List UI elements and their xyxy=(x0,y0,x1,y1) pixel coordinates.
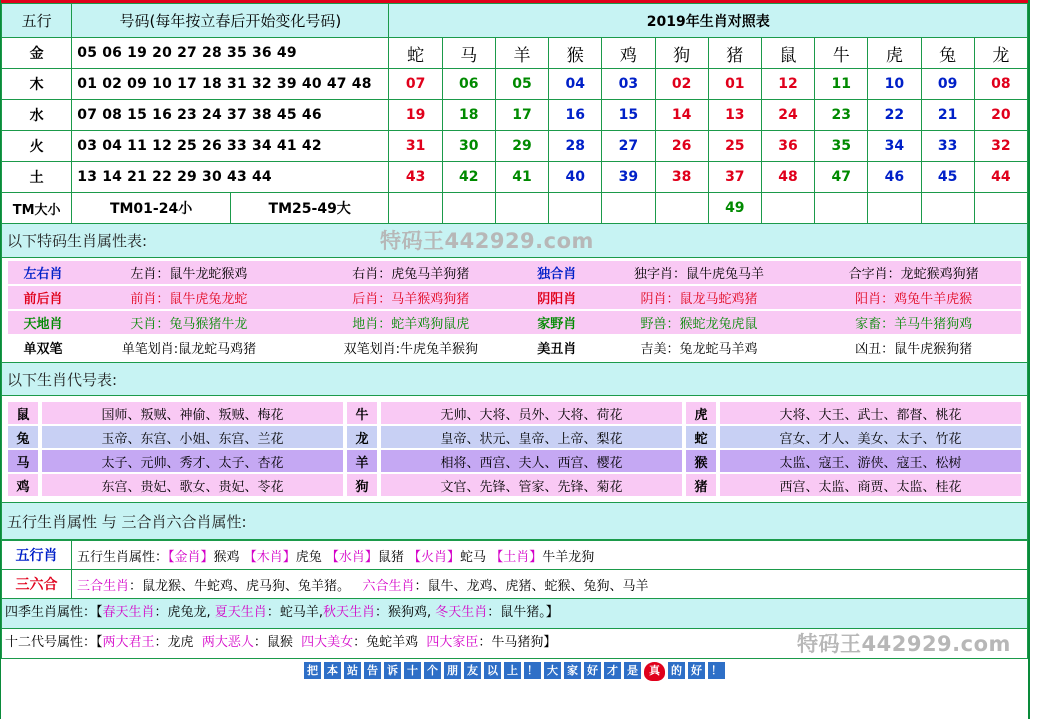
wuxing-val: 牛羊龙狗 xyxy=(542,549,595,565)
number-cell: 25 xyxy=(708,131,761,162)
tm-small: TM01-24小 xyxy=(72,193,231,224)
zodiac-header: 马 xyxy=(442,38,495,69)
attr-value: 合字肖：龙蛇猴鸡狗猪 xyxy=(848,267,979,282)
code-key: 鸡 xyxy=(8,474,38,496)
tm-label: TM大小 xyxy=(2,193,72,224)
season-line xyxy=(1,599,1028,629)
code-value: 玉帝、东宫、小姐、东宫、兰花 xyxy=(42,426,343,448)
number-cell: 45 xyxy=(921,162,974,193)
number-cell: 43 xyxy=(389,162,442,193)
code-value: 大将、大王、武士、都督、桃花 xyxy=(720,402,1021,424)
attr-key: 美丑肖 xyxy=(537,342,577,357)
wuxing-tag: 【金肖】 xyxy=(168,549,214,565)
sanhe-val: ：鼠龙猴、牛蛇鸡、虎马狗、兔羊猪。 xyxy=(129,578,351,594)
sanliu-value xyxy=(72,570,1028,599)
element-cell: 火 xyxy=(2,131,72,162)
zodiac-header: 兔 xyxy=(921,38,974,69)
wuxing-val: 猴鸡 xyxy=(213,549,240,565)
number-cell: 44 xyxy=(974,162,1027,193)
number-cell: 47 xyxy=(815,162,868,193)
number-cell: 10 xyxy=(868,69,921,100)
code-value: 文官、先锋、管家、先锋、菊花 xyxy=(381,474,682,496)
season-val: ：猴狗鸡, xyxy=(374,605,436,620)
attr-value: 天肖：兔马猴猪牛龙 xyxy=(130,317,248,332)
number-cell: 41 xyxy=(495,162,548,193)
share-char: 个 xyxy=(424,662,441,679)
number-cell: 12 xyxy=(761,69,814,100)
code-key: 虎 xyxy=(686,402,716,424)
sanhe-tag: 三合生肖 xyxy=(77,578,130,594)
number-cell: 24 xyxy=(761,100,814,131)
attr-value: 吉美：兔龙蛇马羊鸡 xyxy=(640,342,758,357)
number-cell: 01 xyxy=(708,69,761,100)
element-cell: 水 xyxy=(2,100,72,131)
number-cell: 28 xyxy=(549,131,602,162)
attr-value: 双笔划肖:牛虎兔羊猴狗 xyxy=(343,342,478,357)
twelve-line xyxy=(1,629,1028,659)
zodiac-header: 鼠 xyxy=(761,38,814,69)
attr-key: 独合肖 xyxy=(537,267,577,282)
code-key: 猪 xyxy=(686,474,716,496)
number-cell: 22 xyxy=(868,100,921,131)
attr-value: 阴肖：鼠龙马蛇鸡猪 xyxy=(640,292,758,307)
wuxing-val: 虎兔 xyxy=(295,549,322,565)
number-cell: 40 xyxy=(549,162,602,193)
share-char: 以 xyxy=(484,662,501,679)
attr-key: 前后肖 xyxy=(23,292,63,307)
code-value: 无帅、大将、员外、大将、荷花 xyxy=(381,402,682,424)
season-prefix: 四季生肖属性：【 xyxy=(5,605,103,620)
section-attr-title xyxy=(1,224,1028,258)
twelve-val: ：龙虎 xyxy=(154,635,198,650)
number-cell: 23 xyxy=(815,100,868,131)
share-char: 家 xyxy=(564,662,581,679)
attr-value: 阳肖：鸡兔牛羊虎猴 xyxy=(855,292,973,307)
number-cell: 29 xyxy=(495,131,548,162)
twelve-val: ：鼠猴 xyxy=(253,635,297,650)
season-tag: 夏天生肖 xyxy=(214,605,267,620)
watermark: 特码王442929.com xyxy=(380,229,594,253)
code-value: 太子、元帅、秀才、太子、杏花 xyxy=(42,450,343,472)
number-cell: 13 xyxy=(708,100,761,131)
number-cell: 37 xyxy=(708,162,761,193)
zodiac-header: 鸡 xyxy=(602,38,655,69)
code-key: 鼠 xyxy=(8,402,38,424)
section-wuxing-label: 五行生肖属性 与 三合肖六合肖属性: xyxy=(7,513,247,531)
number-cell: 09 xyxy=(921,69,974,100)
number-cell: 03 xyxy=(602,69,655,100)
code-value: 宫女、才人、美女、太子、竹花 xyxy=(720,426,1021,448)
twelve-tag: 两大君王 xyxy=(102,635,155,650)
share-char: 朋 xyxy=(444,662,461,679)
twelve-tag: 四大美女 xyxy=(301,635,354,650)
season-tag: 春天生肖 xyxy=(102,605,155,620)
number-cell: 34 xyxy=(868,131,921,162)
number-cell: 31 xyxy=(389,131,442,162)
number-cell: 04 xyxy=(549,69,602,100)
twelve-prefix: 十二代号属性：【 xyxy=(5,635,103,650)
season-val: ：鼠牛猪。】 xyxy=(487,605,559,620)
number-cell: 08 xyxy=(974,69,1027,100)
liuhe-val: ：鼠牛、龙鸡、虎猪、蛇猴、兔狗、马羊 xyxy=(414,578,649,594)
attr-value: 单笔划肖:鼠龙蛇马鸡猪 xyxy=(121,342,257,357)
number-cell: 05 xyxy=(495,69,548,100)
code-value: 国师、叛贼、神偷、叛贼、梅花 xyxy=(42,402,343,424)
season-val: ：虎兔龙, xyxy=(154,605,215,620)
twelve-tag: 四大家臣 xyxy=(426,635,479,650)
share-char: 大 xyxy=(544,662,561,679)
wuxing-prefix: 五行生肖属性： xyxy=(77,549,169,565)
number-cell: 19 xyxy=(389,100,442,131)
number-cell: 48 xyxy=(761,162,814,193)
attribute-table xyxy=(1,258,1028,362)
element-cell: 木 xyxy=(2,69,72,100)
number-cell: 46 xyxy=(868,162,921,193)
share-char: 才 xyxy=(604,662,621,679)
season-tag: 秋天生肖 xyxy=(322,605,375,620)
attr-value: 前肖：鼠牛虎兔龙蛇 xyxy=(130,292,248,307)
attr-key: 阴阳肖 xyxy=(537,292,577,307)
share-char: 站 xyxy=(344,662,361,679)
wuxing-val: 鼠猪 xyxy=(377,549,404,565)
number-cell: 11 xyxy=(815,69,868,100)
code-value: 西宫、太监、商贾、太监、桂花 xyxy=(720,474,1021,496)
chart-title: 2019年生肖对照表 xyxy=(389,4,1028,38)
zodiac-header: 猪 xyxy=(708,38,761,69)
section-code-label: 以下生肖代号表: xyxy=(7,371,118,389)
number-cell: 36 xyxy=(761,131,814,162)
twelve-val: ：兔蛇羊鸡 xyxy=(353,635,423,650)
number-cell: 39 xyxy=(602,162,655,193)
zodiac-header: 龙 xyxy=(974,38,1027,69)
share-char: 诉 xyxy=(384,662,401,679)
wuxing-key: 五行肖 xyxy=(2,541,72,570)
wuxing-table xyxy=(1,540,1028,599)
code-key: 牛 xyxy=(347,402,377,424)
liuhe-tag: 六合生肖 xyxy=(362,578,415,594)
code-key: 马 xyxy=(8,450,38,472)
number-cell: 30 xyxy=(442,131,495,162)
number-cell: 15 xyxy=(602,100,655,131)
zodiac-number-table xyxy=(1,3,1028,224)
tm-extra-number: 49 xyxy=(708,193,761,224)
number-cell: 35 xyxy=(815,131,868,162)
section-attr-label: 以下特码生肖属性表: xyxy=(7,232,148,250)
section-code-title xyxy=(1,362,1028,396)
code-key: 龙 xyxy=(347,426,377,448)
share-char: 告 xyxy=(364,662,381,679)
zodiac-header: 虎 xyxy=(868,38,921,69)
zodiac-header: 羊 xyxy=(495,38,548,69)
code-key: 兔 xyxy=(8,426,38,448)
element-cell: 土 xyxy=(2,162,72,193)
attr-value: 凶丑：鼠牛虎猴狗猪 xyxy=(855,342,973,357)
attr-key: 单双笔 xyxy=(23,342,63,357)
number-cell: 18 xyxy=(442,100,495,131)
share-char: ！ xyxy=(524,662,541,679)
number-cell: 42 xyxy=(442,162,495,193)
element-cell: 金 xyxy=(2,38,72,69)
zodiac-header: 蛇 xyxy=(389,38,442,69)
zodiac-header: 猴 xyxy=(549,38,602,69)
share-char: 是 xyxy=(624,662,641,679)
header-wuxing: 五行 xyxy=(2,4,72,38)
number-cell: 20 xyxy=(974,100,1027,131)
attr-value: 右肖：虎兔马羊狗猪 xyxy=(352,267,470,282)
share-char: ！ xyxy=(708,662,725,679)
wuxing-val: 蛇马 xyxy=(460,549,487,565)
attr-value: 野兽：猴蛇龙兔虎鼠 xyxy=(640,317,758,332)
code-value: 皇帝、状元、皇帝、上帝、梨花 xyxy=(381,426,682,448)
number-cell: 02 xyxy=(655,69,708,100)
number-cell: 38 xyxy=(655,162,708,193)
wuxing-value xyxy=(72,541,1028,570)
share-char: 本 xyxy=(324,662,341,679)
sanliu-key: 三六合 xyxy=(2,570,72,599)
code-key: 蛇 xyxy=(686,426,716,448)
share-char: 十 xyxy=(404,662,421,679)
attr-value: 后肖：马羊猴鸡狗猪 xyxy=(352,292,470,307)
attr-value: 地肖：蛇羊鸡狗鼠虎 xyxy=(352,317,470,332)
element-numbers: 05 06 19 20 27 28 35 36 49 xyxy=(72,38,389,69)
number-cell: 27 xyxy=(602,131,655,162)
number-cell: 26 xyxy=(655,131,708,162)
code-value: 相将、西宫、夫人、西宫、樱花 xyxy=(381,450,682,472)
wuxing-tag: 【水肖】 xyxy=(325,549,378,565)
share-char: 好 xyxy=(584,662,601,679)
attr-value: 左肖：鼠牛龙蛇猴鸡 xyxy=(130,267,248,282)
share-banner[interactable] xyxy=(1,659,1028,681)
number-cell: 07 xyxy=(389,69,442,100)
tm-big: TM25-49大 xyxy=(230,193,389,224)
header-numbers: 号码(每年按立春后开始变化号码) xyxy=(72,4,389,38)
season-val: ：蛇马羊, xyxy=(266,605,323,620)
share-char: 友 xyxy=(464,662,481,679)
attr-key: 天地肖 xyxy=(23,317,63,332)
share-char: 把 xyxy=(304,662,321,679)
attr-value: 家畜：羊马牛猪狗鸡 xyxy=(855,317,973,332)
zodiac-header: 狗 xyxy=(655,38,708,69)
twelve-val: ：牛马猪狗】 xyxy=(478,635,557,650)
wuxing-tag: 【木肖】 xyxy=(243,549,296,565)
share-char: 好 xyxy=(688,662,705,679)
attr-value: 独字肖：鼠牛虎兔马羊 xyxy=(634,267,765,282)
attr-key: 左右肖 xyxy=(23,267,63,282)
number-cell: 16 xyxy=(549,100,602,131)
number-cell: 33 xyxy=(921,131,974,162)
wuxing-tag: 【土肖】 xyxy=(490,549,543,565)
twelve-tag: 两大恶人 xyxy=(201,635,254,650)
season-tag: 冬天生肖 xyxy=(435,605,488,620)
number-cell: 14 xyxy=(655,100,708,131)
number-cell: 17 xyxy=(495,100,548,131)
section-wuxing-title xyxy=(1,502,1028,540)
code-table xyxy=(1,396,1028,502)
element-numbers: 13 14 21 22 29 30 43 44 xyxy=(72,162,389,193)
code-value: 太监、寇王、游侠、寇王、松树 xyxy=(720,450,1021,472)
wuxing-tag: 【火肖】 xyxy=(408,549,461,565)
number-cell: 06 xyxy=(442,69,495,100)
code-key: 猴 xyxy=(686,450,716,472)
attr-key: 家野肖 xyxy=(537,317,577,332)
share-char: 真 xyxy=(644,662,665,681)
number-cell: 32 xyxy=(974,131,1027,162)
code-key: 羊 xyxy=(347,450,377,472)
code-key: 狗 xyxy=(347,474,377,496)
code-value: 东宫、贵妃、歌女、贵妃、苓花 xyxy=(42,474,343,496)
watermark-bottom: 特码王442929.com xyxy=(797,632,1011,656)
zodiac-header: 牛 xyxy=(815,38,868,69)
element-numbers: 07 08 15 16 23 24 37 38 45 46 xyxy=(72,100,389,131)
share-char: 的 xyxy=(668,662,685,679)
element-numbers: 03 04 11 12 25 26 33 34 41 42 xyxy=(72,131,389,162)
element-numbers: 01 02 09 10 17 18 31 32 39 40 47 48 xyxy=(72,69,389,100)
share-char: 上 xyxy=(504,662,521,679)
number-cell: 21 xyxy=(921,100,974,131)
